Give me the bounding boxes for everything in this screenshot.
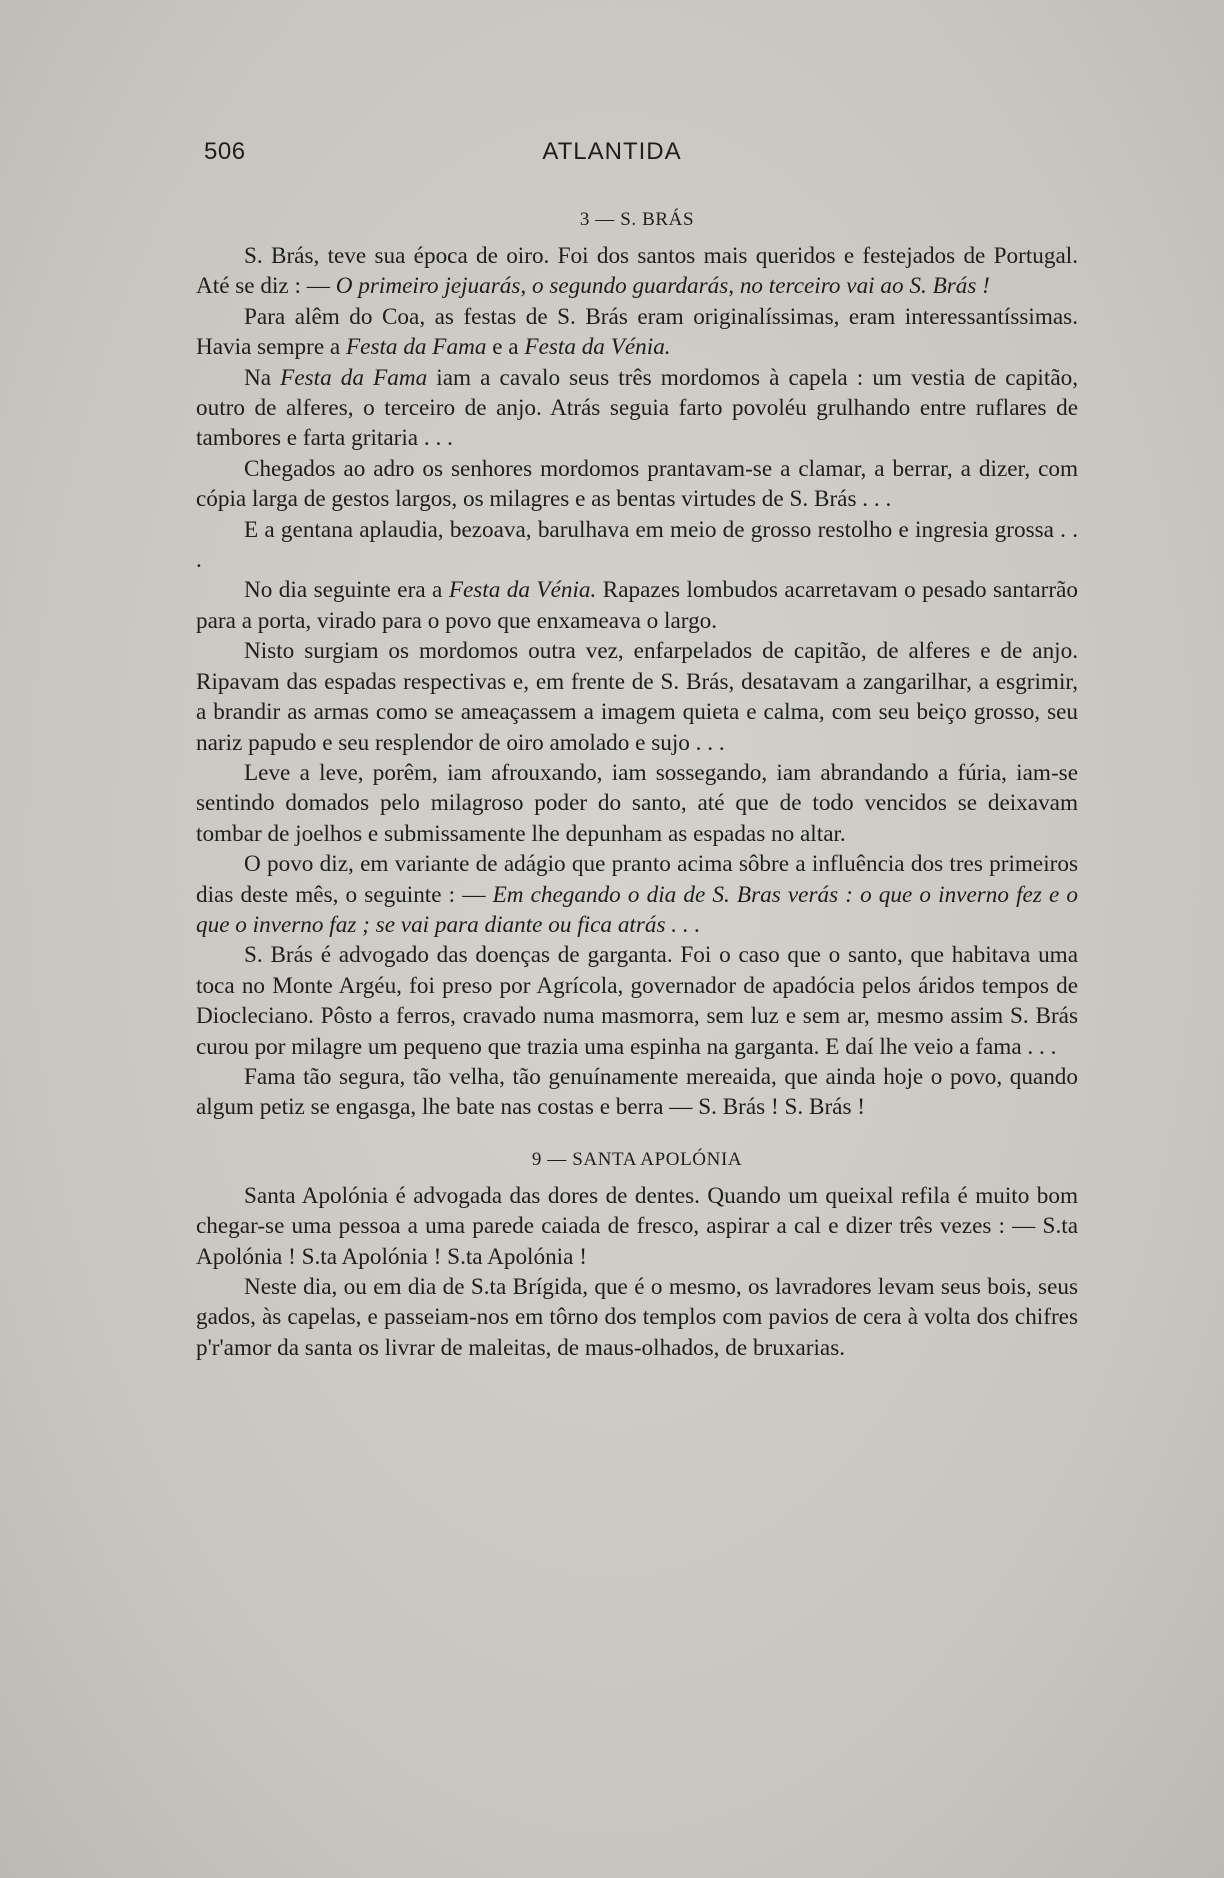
paragraph: [196, 636, 1078, 758]
text-run: E a gentana aplaudia, bezoava, barulhava em meio de grosso restolho e ingresia grossa . . .: [196, 516, 1078, 574]
paragraph: [196, 302, 1078, 363]
text-run: No dia seguinte era a: [244, 577, 449, 604]
page-header: [0, 138, 1224, 174]
paragraph: [196, 1062, 1078, 1123]
page-number: 506: [204, 138, 246, 165]
section-title-bras: 3 — S. BRÁS: [579, 209, 695, 230]
italic-text: Festa da Fama: [346, 334, 487, 361]
paragraph: [196, 758, 1078, 849]
text-run: e a: [486, 334, 525, 361]
italic-text: O primeiro jejuarás, o segundo guardarás, no terceiro vai ao S. Brás !: [335, 273, 990, 300]
italic-text: Festa da Vénia.: [524, 334, 671, 361]
paragraph: [196, 1181, 1078, 1272]
section-title-apolonia: 9 — SANTA APOLÓNIA: [531, 1148, 743, 1170]
text-run: Na: [244, 364, 281, 391]
italic-text: Festa da Vénia.: [448, 577, 597, 604]
paragraph: [196, 849, 1078, 940]
text-run: Fama tão segura, tão velha, tão genuínamente mereaida, que ainda hoje o povo, quando algum petiz se engasga, lhe bate nas costas e berra — S. Brás ! S. Brás !: [196, 1063, 1078, 1121]
paragraph: [196, 241, 1078, 302]
paragraph: [196, 940, 1078, 1062]
paragraph: [196, 1272, 1078, 1363]
paragraph: [196, 454, 1078, 515]
italic-text: Festa da Fama: [280, 364, 428, 391]
text-run: Santa Apolónia é advogada das dores de dentes. Quando um queixal refila é muito bom chegar-se uma pessoa a uma parede caiada de fresco, aspirar a cal e dizer três vezes : — S.ta Apolónia ! S.ta Apolónia ! S.ta Apolónia !: [196, 1182, 1078, 1270]
section-bras-text: [196, 241, 1078, 1123]
section-apolonia-text: [196, 1181, 1078, 1363]
italic-text: Em chegando o dia de S. Bras verás : o que o inverno fez e o que o inverno faz ; se vai para diante ou fica atrás . . .: [196, 881, 1079, 938]
text-run: Rapazes lombudos acarretavam o pesado santarrão para a porta, virado para o povo que enxameava o largo.: [196, 577, 1078, 634]
text-run: Leve a leve, porêm, iam afrouxando, iam sossegando, iam abrandando a fúria, iam-se sentindo domados pelo milagroso poder do santo, até que de todo vencidos se deixavam tombar de joelhos e submissamente lhe depunham as espadas no altar.: [196, 759, 1078, 847]
running-head: ATLANTIDA: [542, 138, 682, 165]
text-run: S. Brás é advogado das doenças de garganta. Foi o caso que o santo, que habitava uma toca no Monte Argéu, foi preso por Agrícola, governador de apadócia pelos áridos tempos de Diocleciano. Pôsto a ferros, cravado numa masmorra, sem luz e sem ar, mesmo assim S. Brás curou por milagre um pequeno que trazia uma espinha na garganta. E daí lhe veio a fama . . .: [196, 942, 1078, 1060]
text-run: Chegados ao adro os senhores mordomos prantavam-se a clamar, a berrar, a dizer, com cópia larga de gestos largos, os milagres e as bentas virtudes de S. Brás . . .: [196, 455, 1078, 513]
text-run: O povo diz, em variante de adágio que pranto acima sôbre a influência dos tres primeiros dias deste mês, o seguinte : —: [196, 851, 1078, 908]
text-run: Nisto surgiam os mordomos outra vez, enfarpelados de capitão, de alferes e de anjo. Ripavam das espadas respectivas e, em frente de S. Brás, desatavam a zangarilhar, a esgrimir, a brandir as armas como se ameaçassem a imagem quieta e calma, com seu beiço grosso, seu nariz papudo e seu resplendor de oiro amolado e sujo . . .: [196, 638, 1078, 756]
paragraph: [196, 363, 1078, 454]
paragraph: [196, 575, 1078, 636]
text-run: iam a cavalo seus três mordomos à capela : um vestia de capitão, outro de alferes, o terceiro de anjo. Atrás seguia farto povoléu grulhando entre ruflares de tambores e farta gritaria . . .: [196, 364, 1078, 452]
page-body: [196, 205, 1078, 1363]
text-run: Para alêm do Coa, as festas de S. Brás eram originalíssimas, eram interessantíssimas. Havia sempre a: [196, 303, 1078, 361]
text-run: Neste dia, ou em dia de S.ta Brígida, que é o mesmo, os lavradores levam seus bois, seus gados, às capelas, e passeiam-nos em tôrno dos templos com pavios de cera à volta dos chifres p'r'amor da santa os livrar de maleitas, de maus-olhados, de bruxarias.: [196, 1274, 1078, 1361]
text-run: S. Brás, teve sua época de oiro. Foi dos santos mais queridos e festejados de Portugal. Até se diz : —: [196, 243, 1078, 300]
paragraph: [196, 515, 1078, 576]
